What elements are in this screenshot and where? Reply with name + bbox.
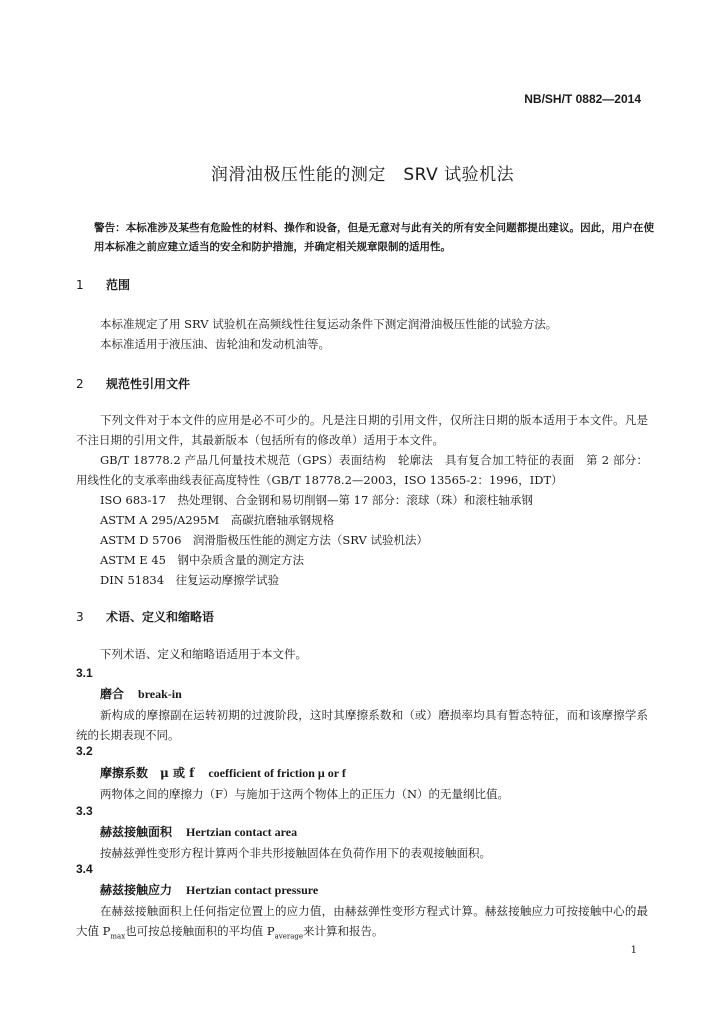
section-number: 1	[76, 278, 84, 292]
section-3-heading	[76, 608, 214, 625]
terms-intro: 下列术语、定义和缩略语适用于本文件。	[100, 647, 307, 661]
clause-number: 3.2	[76, 744, 93, 758]
term-english: Hertzian contact area	[186, 825, 298, 839]
term-english: break-in	[138, 687, 182, 701]
term-english: Hertzian contact pressure	[186, 883, 319, 897]
page-number: 1	[630, 945, 637, 956]
term-heading	[100, 764, 346, 781]
term-definition	[76, 901, 648, 946]
reference-item: ISO 683-17 热处理钢、合金钢和易切削钢—第 17 部分：滚球（珠）和滚柱轴承钢	[100, 493, 533, 507]
reference-item: ASTM E 45 钢中杂质含量的测定方法	[100, 553, 304, 567]
term-heading	[100, 823, 297, 840]
reference-item: ASTM D 5706 润滑脂极压性能的测定方法（SRV 试验机法）	[100, 533, 429, 547]
scope-paragraph-1: 本标准规定了用 SRV 试验机在高频线性往复运动条件下测定润滑油极压性能的试验方法。	[100, 317, 558, 331]
reference-item: ASTM A 295/A295M 高碳抗磨轴承钢规格	[100, 513, 335, 527]
term-definition: 新构成的摩擦副在运转初期的过渡阶段，这时其摩擦系数和（或）磨损率均具有暂态特征，而和该摩擦学系统的长期表现不同。	[76, 708, 648, 742]
section-title: 术语、定义和缩略语	[106, 610, 215, 624]
scope-paragraph-2: 本标准适用于液压油、齿轮油和发动机油等。	[100, 337, 330, 351]
term-definition: 两物体之间的摩擦力（F）与施加于这两个物体上的正压力（N）的无量纲比值。	[100, 787, 510, 801]
term-english: coefficient of friction μ or f	[208, 766, 346, 780]
references-intro: 下列文件对于本文件的应用是必不可少的。凡是注日期的引用文件，仅所注日期的版本适用于本文件。凡是不注日期的引用文件，其最新版本（包括所有的修改单）适用于本文件。	[76, 413, 648, 447]
subscript-max: max	[110, 932, 126, 941]
term-heading	[100, 881, 318, 898]
term-chinese: 赫兹接触应力	[100, 883, 173, 897]
standard-number: NB/SH/T 0882—2014	[524, 92, 641, 106]
subscript-average: average	[274, 932, 303, 941]
document-title: 润滑油极压性能的测定 SRV 试验机法	[210, 165, 515, 185]
term-heading	[100, 685, 182, 702]
section-number: 3	[76, 610, 84, 624]
definition-part: 在赫兹接触面积上任何指定位置上的应力值，由赫兹弹性变形方程式计算。赫兹接触应力可按接触中心的最大值 P	[76, 904, 648, 938]
clause-number: 3.3	[76, 804, 93, 818]
term-chinese: 摩擦系数 μ 或 f	[100, 766, 195, 780]
term-definition: 按赫兹弹性变形方程计算两个非共形接触固体在负荷作用下的表观接触面积。	[100, 846, 491, 860]
term-chinese: 赫兹接触面积	[100, 825, 173, 839]
warning-notice: 警告：本标准涉及某些有危险性的材料、操作和设备，但是无意对与此有关的所有安全问题都提出建议。因此，用户在使用本标准之前应建立适当的安全和防护措施，并确定相关规章限制的适用性。	[94, 222, 654, 253]
section-title: 规范性引用文件	[106, 377, 191, 391]
section-title: 范围	[106, 278, 131, 292]
section-number: 2	[76, 377, 84, 391]
section-2-heading	[76, 375, 190, 392]
clause-number: 3.4	[76, 862, 93, 876]
definition-part: 来计算和报告。	[303, 924, 384, 938]
term-chinese: 磨合	[100, 687, 125, 701]
reference-item: DIN 51834 往复运动摩擦学试验	[100, 573, 280, 587]
definition-part: 也可按总接触面积的平均值 P	[125, 924, 275, 938]
reference-gbt-18778: GB/T 18778.2 产品几何量技术规范（GPS）表面结构 轮廓法 具有复合加工特征的表面 第 2 部分：用线性化的支承率曲线表征高度特性（GB/T 18778.2—2003，ISO 13565-2：1996，IDT）	[76, 453, 648, 487]
section-1-heading	[76, 276, 130, 293]
clause-number: 3.1	[76, 666, 93, 680]
